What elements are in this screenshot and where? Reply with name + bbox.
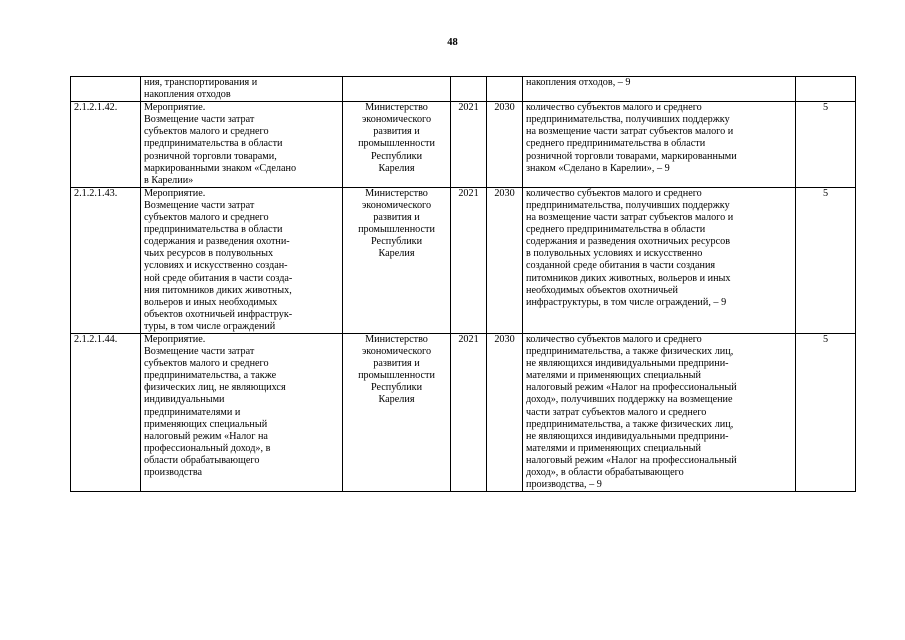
activity-title-cell <box>141 77 343 102</box>
executor-cell-line: промышленности <box>358 370 435 382</box>
indicator-cell-line: предпринимательства, получивших поддержку <box>526 199 730 211</box>
executor-cell-line: экономического <box>361 346 432 358</box>
indicator-cell <box>523 77 796 102</box>
activity-title-cell-line: Мероприятие. <box>144 102 206 114</box>
activity-title-cell-line: предпринимательства в области <box>144 224 283 236</box>
end-year-cell: 2030 <box>487 333 523 491</box>
indicator-cell-line: созданной среде обитания в части создания <box>526 260 716 272</box>
indicator-cell-line: мателями и применяющих специальный <box>526 442 701 454</box>
executor-cell-line: Министерство <box>365 187 428 199</box>
activity-title-cell-line: налоговый режим «Налог на <box>144 430 268 442</box>
start-year-cell <box>451 77 487 102</box>
activity-title-cell-line: предпринимательства, а также <box>144 370 277 382</box>
activity-title-cell-line: субъектов малого и среднего <box>144 126 269 138</box>
activity-title-cell-line: субъектов малого и среднего <box>144 212 269 224</box>
executor-cell <box>343 187 451 333</box>
end-year-cell: 2030 <box>487 102 523 188</box>
executor-cell <box>343 102 451 188</box>
indicator-cell-line: предпринимательства, получивших поддержку <box>526 114 730 126</box>
indicator-cell-line: не являющихся индивидуальными предприни- <box>526 358 729 370</box>
indicator-cell-line: количество субъектов малого и среднего <box>526 102 702 114</box>
value-cell: 5 <box>796 333 856 491</box>
activity-title-cell-line: физических лиц, не являющихся <box>144 382 286 394</box>
activity-title-cell-line: области обрабатывающего <box>144 454 260 466</box>
indicator-cell-line: розничной торговли товарами, маркированными <box>526 150 737 162</box>
activity-title-cell-line: производства <box>144 467 203 478</box>
item-number-cell: 2.1.2.1.43. <box>71 187 141 333</box>
indicator-cell-line: знаком «Сделано в Карелии», – 9 <box>526 162 670 174</box>
executor-cell-line: экономического <box>361 199 432 211</box>
indicator-cell-line: количество субъектов малого и среднего <box>526 333 702 345</box>
executor-cell-line: экономического <box>361 114 432 126</box>
executor-cell-line: Министерство <box>365 333 428 345</box>
indicator-cell-line: части затрат субъектов малого и среднего <box>526 406 707 418</box>
indicator-cell-line: количество субъектов малого и среднего <box>526 187 702 199</box>
table-row <box>71 77 856 102</box>
activity-title-cell-line: содержания и разведения охотни- <box>144 236 290 248</box>
activity-title-cell-line: ной среде обитания в части созда- <box>144 272 293 284</box>
indicator-cell-line: необходимых объектов охотничьей <box>526 284 678 296</box>
indicator-cell-line: мателями и применяющих специальный <box>526 370 701 382</box>
value-cell <box>796 77 856 102</box>
activity-title-cell-line: Мероприятие. <box>144 187 206 199</box>
indicator-cell-line: содержания и разведения охотничьих ресурсов <box>526 236 731 248</box>
item-number-cell: 2.1.2.1.42. <box>71 102 141 188</box>
value-cell: 5 <box>796 187 856 333</box>
indicator-cell <box>523 102 796 188</box>
activity-title-cell-line: индивидуальными <box>144 394 225 406</box>
executor-cell-line: развития и <box>373 126 420 138</box>
indicator-cell <box>523 187 796 333</box>
activity-title-cell-line: предпринимательства в области <box>144 138 283 150</box>
activity-title-cell-line: условиях и искусственно создан- <box>144 260 288 272</box>
indicator-cell-line: налоговый режим «Налог на профессиональный <box>526 454 737 466</box>
indicator-cell-line: производства, – 9 <box>526 479 602 491</box>
table-row <box>71 333 856 491</box>
activity-title-cell-line: ния, транспортирования и <box>144 77 258 88</box>
indicator-cell-line: среднего предпринимательства в области <box>526 138 706 150</box>
indicator-cell-line: доход», в области обрабатывающего <box>526 467 684 478</box>
activity-title-cell <box>141 333 343 491</box>
executor-cell-line: Министерство <box>365 102 428 114</box>
indicator-cell-line: на возмещение части затрат субъектов малого и <box>526 126 734 138</box>
activity-title-cell-line: вольеров и иных необходимых <box>144 296 278 308</box>
activity-title-cell-line: предпринимателями и <box>144 406 241 418</box>
activity-title-cell-line: Возмещение части затрат <box>144 346 255 358</box>
activity-title-cell-line: розничной торговли товарами, <box>144 150 277 162</box>
indicator-cell-line: не являющихся индивидуальными предприни- <box>526 430 729 442</box>
activity-title-cell-line: туры, в том числе ограждений <box>144 320 276 332</box>
activity-title-cell-line: ния питомников диких животных, <box>144 284 292 296</box>
start-year-cell: 2021 <box>451 102 487 188</box>
activity-title-cell-line: применяющих специальный <box>144 418 268 430</box>
executor-cell-line: развития и <box>373 358 420 370</box>
start-year-cell: 2021 <box>451 187 487 333</box>
end-year-cell <box>487 77 523 102</box>
table-row <box>71 187 856 333</box>
activity-title-cell-line: профессиональный доход», в <box>144 442 271 454</box>
executor-cell-line: развития и <box>373 212 420 224</box>
indicator-cell-line: в полувольных условиях и искусственно <box>526 248 703 260</box>
activity-title-cell-line: маркированными знаком «Сделано <box>144 162 297 174</box>
indicator-cell-line: налоговый режим «Налог на профессиональный <box>526 382 737 394</box>
indicator-cell-line: предпринимательства, а также физических лиц, <box>526 346 734 358</box>
executor-cell-line: Республики <box>370 150 423 162</box>
indicator-cell-line: доход», получивших поддержку на возмещение <box>526 394 733 406</box>
page-number: 48 <box>447 37 458 48</box>
indicator-cell-line: среднего предпринимательства в области <box>526 224 706 236</box>
indicator-cell-line: питомников диких животных, вольеров и иных <box>526 272 731 284</box>
executor-cell <box>343 333 451 491</box>
executor-cell-line: промышленности <box>358 138 435 150</box>
program-activities-table <box>70 76 856 492</box>
value-cell: 5 <box>796 102 856 188</box>
indicator-cell-line: на возмещение части затрат субъектов малого и <box>526 212 734 224</box>
indicator-cell <box>523 333 796 491</box>
activity-title-cell-line: чьих ресурсов в полувольных <box>144 248 274 260</box>
end-year-cell: 2030 <box>487 187 523 333</box>
activity-title-cell <box>141 187 343 333</box>
executor-cell-line: Республики <box>370 236 423 248</box>
item-number-cell <box>71 77 141 102</box>
activity-title-cell-line: Возмещение части затрат <box>144 114 255 126</box>
indicator-cell-line: накопления отходов, – 9 <box>526 77 631 88</box>
activity-title-cell-line: объектов охотничьей инфраструк- <box>144 308 293 320</box>
executor-cell <box>343 77 451 102</box>
activity-title-cell-line: в Карелии» <box>144 174 194 186</box>
item-number-cell: 2.1.2.1.44. <box>71 333 141 491</box>
activity-title-cell <box>141 102 343 188</box>
table-row <box>71 102 856 188</box>
indicator-cell-line: предпринимательства, а также физических лиц, <box>526 418 734 430</box>
executor-cell-line: Карелия <box>378 248 415 260</box>
executor-cell-line: Карелия <box>378 394 415 406</box>
executor-cell-line: Республики <box>370 382 423 394</box>
executor-cell-line: промышленности <box>358 224 435 236</box>
indicator-cell-line: инфраструктуры, в том числе ограждений, – 9 <box>526 296 727 308</box>
executor-cell-line: Карелия <box>378 162 415 174</box>
activity-title-cell-line: Мероприятие. <box>144 333 206 345</box>
start-year-cell: 2021 <box>451 333 487 491</box>
activity-title-cell-line: Возмещение части затрат <box>144 199 255 211</box>
activity-title-cell-line: субъектов малого и среднего <box>144 358 269 370</box>
activity-title-cell-line: накопления отходов <box>144 89 231 101</box>
